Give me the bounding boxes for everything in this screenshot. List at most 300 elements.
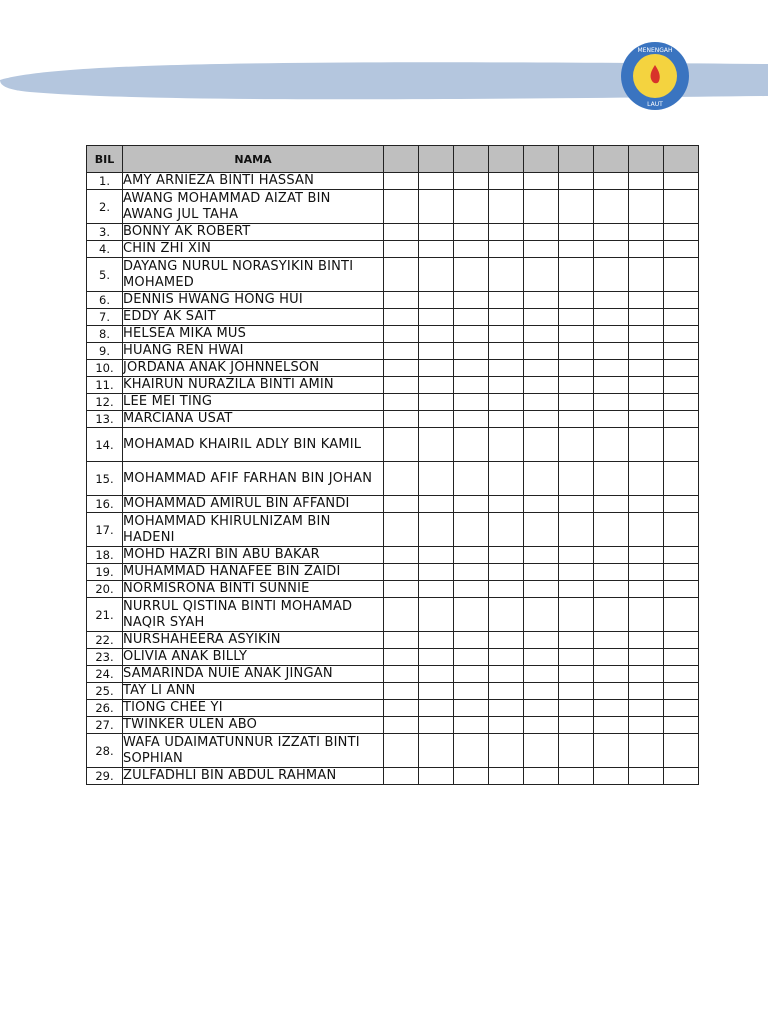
student-name: SAMARINDA NUIE ANAK JINGAN: [123, 666, 384, 683]
mark-cell[interactable]: [629, 768, 664, 785]
mark-cell[interactable]: [489, 768, 524, 785]
mark-cell[interactable]: [594, 241, 629, 258]
mark-cell[interactable]: [489, 360, 524, 377]
mark-cell[interactable]: [594, 547, 629, 564]
mark-cell[interactable]: [664, 717, 699, 734]
row-number: 19.: [87, 564, 123, 581]
mark-cell[interactable]: [419, 309, 454, 326]
mark-cell[interactable]: [629, 666, 664, 683]
mark-cell[interactable]: [594, 462, 629, 496]
mark-cell[interactable]: [384, 768, 419, 785]
mark-cell[interactable]: [524, 462, 559, 496]
mark-cell[interactable]: [419, 241, 454, 258]
mark-cell[interactable]: [454, 224, 489, 241]
mark-cell[interactable]: [524, 717, 559, 734]
mark-cell[interactable]: [629, 564, 664, 581]
student-name: HUANG REN HWAI: [123, 343, 384, 360]
mark-cell[interactable]: [384, 462, 419, 496]
mark-cell[interactable]: [664, 190, 699, 224]
mark-cell[interactable]: [594, 700, 629, 717]
mark-cell[interactable]: [419, 513, 454, 547]
mark-cell[interactable]: [664, 343, 699, 360]
mark-cell[interactable]: [559, 768, 594, 785]
mark-cell[interactable]: [524, 258, 559, 292]
mark-cell[interactable]: [664, 598, 699, 632]
table-header-row: [87, 146, 699, 173]
mark-cell[interactable]: [489, 326, 524, 343]
student-name: AWANG MOHAMMAD AIZAT BIN AWANG JUL TAHA: [123, 190, 384, 224]
mark-cell[interactable]: [419, 360, 454, 377]
mark-cell[interactable]: [559, 377, 594, 394]
mark-cell[interactable]: [489, 496, 524, 513]
mark-cell[interactable]: [524, 394, 559, 411]
mark-cell[interactable]: [489, 700, 524, 717]
mark-cell[interactable]: [489, 411, 524, 428]
mark-cell[interactable]: [664, 394, 699, 411]
row-number: 21.: [87, 598, 123, 632]
mark-cell[interactable]: [489, 632, 524, 649]
mark-cell[interactable]: [559, 581, 594, 598]
mark-cell[interactable]: [384, 734, 419, 768]
mark-cell[interactable]: [629, 360, 664, 377]
mark-cell[interactable]: [454, 377, 489, 394]
mark-cell[interactable]: [664, 666, 699, 683]
mark-cell[interactable]: [629, 343, 664, 360]
mark-cell[interactable]: [454, 343, 489, 360]
table-row: [87, 734, 699, 768]
mark-cell[interactable]: [454, 734, 489, 768]
mark-cell[interactable]: [559, 173, 594, 190]
mark-cell[interactable]: [384, 343, 419, 360]
mark-cell[interactable]: [454, 190, 489, 224]
mark-cell[interactable]: [384, 683, 419, 700]
mark-cell[interactable]: [384, 581, 419, 598]
mark-cell[interactable]: [524, 377, 559, 394]
mark-cell[interactable]: [419, 666, 454, 683]
mark-cell[interactable]: [629, 683, 664, 700]
mark-cell[interactable]: [384, 700, 419, 717]
row-number: 29.: [87, 768, 123, 785]
mark-cell[interactable]: [629, 224, 664, 241]
mark-cell[interactable]: [664, 241, 699, 258]
mark-cell[interactable]: [454, 326, 489, 343]
mark-cell[interactable]: [419, 632, 454, 649]
mark-cell[interactable]: [489, 394, 524, 411]
mark-cell[interactable]: [489, 258, 524, 292]
row-number: 12.: [87, 394, 123, 411]
mark-cell[interactable]: [524, 581, 559, 598]
mark-cell[interactable]: [594, 309, 629, 326]
mark-cell[interactable]: [384, 547, 419, 564]
table-row: [87, 717, 699, 734]
mark-cell[interactable]: [524, 683, 559, 700]
mark-cell[interactable]: [524, 700, 559, 717]
mark-cell[interactable]: [384, 326, 419, 343]
mark-cell[interactable]: [524, 241, 559, 258]
mark-cell[interactable]: [664, 360, 699, 377]
mark-cell[interactable]: [559, 241, 594, 258]
row-number: 6.: [87, 292, 123, 309]
mark-cell[interactable]: [489, 649, 524, 666]
mark-cell[interactable]: [524, 513, 559, 547]
mark-cell[interactable]: [419, 462, 454, 496]
column-header-nama: NAMA: [123, 146, 384, 173]
column-header-mark: [524, 146, 559, 173]
mark-cell[interactable]: [594, 326, 629, 343]
mark-cell[interactable]: [419, 683, 454, 700]
mark-cell[interactable]: [524, 411, 559, 428]
mark-cell[interactable]: [454, 173, 489, 190]
mark-cell[interactable]: [594, 496, 629, 513]
mark-cell[interactable]: [384, 190, 419, 224]
mark-cell[interactable]: [629, 462, 664, 496]
mark-cell[interactable]: [454, 683, 489, 700]
mark-cell[interactable]: [594, 564, 629, 581]
mark-cell[interactable]: [594, 683, 629, 700]
mark-cell[interactable]: [629, 258, 664, 292]
mark-cell[interactable]: [524, 428, 559, 462]
mark-cell[interactable]: [629, 377, 664, 394]
mark-cell[interactable]: [664, 224, 699, 241]
mark-cell[interactable]: [559, 683, 594, 700]
mark-cell[interactable]: [594, 411, 629, 428]
mark-cell[interactable]: [419, 173, 454, 190]
mark-cell[interactable]: [629, 632, 664, 649]
mark-cell[interactable]: [454, 632, 489, 649]
student-name: OLIVIA ANAK BILLY: [123, 649, 384, 666]
mark-cell[interactable]: [489, 309, 524, 326]
mark-cell[interactable]: [454, 513, 489, 547]
table-row: [87, 326, 699, 343]
mark-cell[interactable]: [559, 343, 594, 360]
mark-cell[interactable]: [559, 717, 594, 734]
mark-cell[interactable]: [629, 598, 664, 632]
mark-cell[interactable]: [559, 564, 594, 581]
mark-cell[interactable]: [454, 666, 489, 683]
mark-cell[interactable]: [664, 632, 699, 649]
mark-cell[interactable]: [419, 649, 454, 666]
mark-cell[interactable]: [384, 377, 419, 394]
mark-cell[interactable]: [384, 309, 419, 326]
table-row: [87, 581, 699, 598]
mark-cell[interactable]: [559, 513, 594, 547]
mark-cell[interactable]: [594, 632, 629, 649]
table-row: [87, 190, 699, 224]
mark-cell[interactable]: [384, 394, 419, 411]
mark-cell[interactable]: [559, 496, 594, 513]
mark-cell[interactable]: [524, 649, 559, 666]
table-row: [87, 309, 699, 326]
student-name: DAYANG NURUL NORASYIKIN BINTI MOHAMED: [123, 258, 384, 292]
mark-cell[interactable]: [419, 190, 454, 224]
mark-cell[interactable]: [489, 462, 524, 496]
mark-cell[interactable]: [419, 428, 454, 462]
mark-cell[interactable]: [419, 581, 454, 598]
mark-cell[interactable]: [384, 649, 419, 666]
table-row: [87, 292, 699, 309]
mark-cell[interactable]: [524, 547, 559, 564]
mark-cell[interactable]: [524, 564, 559, 581]
mark-cell[interactable]: [629, 513, 664, 547]
mark-cell[interactable]: [664, 547, 699, 564]
mark-cell[interactable]: [594, 768, 629, 785]
row-number: 15.: [87, 462, 123, 496]
mark-cell[interactable]: [454, 241, 489, 258]
mark-cell[interactable]: [559, 734, 594, 768]
mark-cell[interactable]: [454, 462, 489, 496]
mark-cell[interactable]: [384, 411, 419, 428]
mark-cell[interactable]: [664, 564, 699, 581]
column-header-mark: [664, 146, 699, 173]
mark-cell[interactable]: [664, 258, 699, 292]
mark-cell[interactable]: [559, 462, 594, 496]
table-row: [87, 462, 699, 496]
mark-cell[interactable]: [629, 700, 664, 717]
mark-cell[interactable]: [384, 241, 419, 258]
student-name: MOHAMMAD AMIRUL BIN AFFANDI: [123, 496, 384, 513]
mark-cell[interactable]: [384, 564, 419, 581]
mark-cell[interactable]: [489, 547, 524, 564]
mark-cell[interactable]: [524, 190, 559, 224]
mark-cell[interactable]: [629, 581, 664, 598]
mark-cell[interactable]: [629, 190, 664, 224]
mark-cell[interactable]: [629, 394, 664, 411]
mark-cell[interactable]: [559, 224, 594, 241]
mark-cell[interactable]: [664, 292, 699, 309]
mark-cell[interactable]: [454, 496, 489, 513]
mark-cell[interactable]: [629, 547, 664, 564]
mark-cell[interactable]: [629, 734, 664, 768]
mark-cell[interactable]: [384, 428, 419, 462]
mark-cell[interactable]: [664, 428, 699, 462]
mark-cell[interactable]: [664, 309, 699, 326]
student-name: MOHAMAD KHAIRIL ADLY BIN KAMIL: [123, 428, 384, 462]
table-row: [87, 428, 699, 462]
mark-cell[interactable]: [664, 462, 699, 496]
mark-cell[interactable]: [524, 768, 559, 785]
student-name: KHAIRUN NURAZILA BINTI AMIN: [123, 377, 384, 394]
mark-cell[interactable]: [489, 564, 524, 581]
mark-cell[interactable]: [419, 258, 454, 292]
mark-cell[interactable]: [454, 564, 489, 581]
mark-cell[interactable]: [419, 734, 454, 768]
mark-cell[interactable]: [559, 700, 594, 717]
mark-cell[interactable]: [594, 377, 629, 394]
mark-cell[interactable]: [629, 326, 664, 343]
student-name: MOHAMMAD AFIF FARHAN BIN JOHAN: [123, 462, 384, 496]
mark-cell[interactable]: [489, 683, 524, 700]
mark-cell[interactable]: [594, 190, 629, 224]
mark-cell[interactable]: [489, 292, 524, 309]
mark-cell[interactable]: [419, 598, 454, 632]
mark-cell[interactable]: [384, 258, 419, 292]
mark-cell[interactable]: [594, 598, 629, 632]
mark-cell[interactable]: [524, 666, 559, 683]
mark-cell[interactable]: [559, 360, 594, 377]
mark-cell[interactable]: [454, 394, 489, 411]
mark-cell[interactable]: [454, 547, 489, 564]
mark-cell[interactable]: [454, 598, 489, 632]
mark-cell[interactable]: [489, 513, 524, 547]
mark-cell[interactable]: [384, 496, 419, 513]
mark-cell[interactable]: [524, 326, 559, 343]
mark-cell[interactable]: [559, 190, 594, 224]
mark-cell[interactable]: [629, 241, 664, 258]
student-name: AMY ARNIEZA BINTI HASSAN: [123, 173, 384, 190]
mark-cell[interactable]: [629, 496, 664, 513]
mark-cell[interactable]: [629, 717, 664, 734]
mark-cell[interactable]: [594, 173, 629, 190]
mark-cell[interactable]: [384, 224, 419, 241]
mark-cell[interactable]: [419, 496, 454, 513]
mark-cell[interactable]: [559, 309, 594, 326]
mark-cell[interactable]: [419, 547, 454, 564]
mark-cell[interactable]: [454, 428, 489, 462]
mark-cell[interactable]: [524, 343, 559, 360]
mark-cell[interactable]: [454, 700, 489, 717]
mark-cell[interactable]: [384, 632, 419, 649]
mark-cell[interactable]: [489, 241, 524, 258]
mark-cell[interactable]: [419, 700, 454, 717]
mark-cell[interactable]: [419, 564, 454, 581]
mark-cell[interactable]: [384, 173, 419, 190]
mark-cell[interactable]: [594, 717, 629, 734]
mark-cell[interactable]: [594, 258, 629, 292]
mark-cell[interactable]: [664, 581, 699, 598]
mark-cell[interactable]: [559, 428, 594, 462]
mark-cell[interactable]: [559, 666, 594, 683]
mark-cell[interactable]: [594, 649, 629, 666]
mark-cell[interactable]: [489, 717, 524, 734]
student-name: HELSEA MIKA MUS: [123, 326, 384, 343]
mark-cell[interactable]: [454, 649, 489, 666]
mark-cell[interactable]: [384, 360, 419, 377]
mark-cell[interactable]: [454, 309, 489, 326]
mark-cell[interactable]: [489, 377, 524, 394]
mark-cell[interactable]: [419, 377, 454, 394]
table-row: [87, 666, 699, 683]
mark-cell[interactable]: [664, 734, 699, 768]
mark-cell[interactable]: [559, 649, 594, 666]
mark-cell[interactable]: [384, 598, 419, 632]
mark-cell[interactable]: [664, 700, 699, 717]
mark-cell[interactable]: [454, 768, 489, 785]
mark-cell[interactable]: [594, 734, 629, 768]
table-row: [87, 224, 699, 241]
row-number: 8.: [87, 326, 123, 343]
mark-cell[interactable]: [454, 717, 489, 734]
row-number: 16.: [87, 496, 123, 513]
mark-cell[interactable]: [489, 428, 524, 462]
mark-cell[interactable]: [664, 649, 699, 666]
mark-cell[interactable]: [664, 326, 699, 343]
mark-cell[interactable]: [559, 598, 594, 632]
mark-cell[interactable]: [664, 411, 699, 428]
mark-cell[interactable]: [664, 513, 699, 547]
mark-cell[interactable]: [489, 734, 524, 768]
mark-cell[interactable]: [419, 292, 454, 309]
mark-cell[interactable]: [594, 343, 629, 360]
mark-cell[interactable]: [489, 666, 524, 683]
mark-cell[interactable]: [594, 581, 629, 598]
mark-cell[interactable]: [524, 292, 559, 309]
mark-cell[interactable]: [419, 394, 454, 411]
mark-cell[interactable]: [629, 173, 664, 190]
mark-cell[interactable]: [594, 360, 629, 377]
student-roster-table: [86, 145, 699, 785]
mark-cell[interactable]: [454, 581, 489, 598]
mark-cell[interactable]: [524, 734, 559, 768]
mark-cell[interactable]: [664, 683, 699, 700]
mark-cell[interactable]: [524, 598, 559, 632]
mark-cell[interactable]: [489, 224, 524, 241]
mark-cell[interactable]: [524, 360, 559, 377]
student-name: TWINKER ULEN ABO: [123, 717, 384, 734]
mark-cell[interactable]: [664, 377, 699, 394]
mark-cell[interactable]: [419, 326, 454, 343]
mark-cell[interactable]: [384, 666, 419, 683]
mark-cell[interactable]: [419, 717, 454, 734]
mark-cell[interactable]: [629, 411, 664, 428]
mark-cell[interactable]: [594, 513, 629, 547]
mark-cell[interactable]: [524, 173, 559, 190]
mark-cell[interactable]: [419, 411, 454, 428]
mark-cell[interactable]: [524, 496, 559, 513]
mark-cell[interactable]: [629, 428, 664, 462]
mark-cell[interactable]: [629, 309, 664, 326]
mark-cell[interactable]: [489, 173, 524, 190]
mark-cell[interactable]: [559, 326, 594, 343]
mark-cell[interactable]: [454, 292, 489, 309]
mark-cell[interactable]: [559, 632, 594, 649]
mark-cell[interactable]: [559, 292, 594, 309]
row-number: 26.: [87, 700, 123, 717]
mark-cell[interactable]: [594, 428, 629, 462]
mark-cell[interactable]: [384, 717, 419, 734]
mark-cell[interactable]: [454, 411, 489, 428]
mark-cell[interactable]: [664, 173, 699, 190]
mark-cell[interactable]: [664, 496, 699, 513]
mark-cell[interactable]: [489, 343, 524, 360]
mark-cell[interactable]: [489, 598, 524, 632]
mark-cell[interactable]: [594, 224, 629, 241]
mark-cell[interactable]: [629, 649, 664, 666]
mark-cell[interactable]: [559, 258, 594, 292]
mark-cell[interactable]: [419, 224, 454, 241]
mark-cell[interactable]: [524, 632, 559, 649]
mark-cell[interactable]: [384, 513, 419, 547]
mark-cell[interactable]: [594, 292, 629, 309]
mark-cell[interactable]: [419, 768, 454, 785]
mark-cell[interactable]: [454, 360, 489, 377]
table-row: [87, 564, 699, 581]
mark-cell[interactable]: [559, 394, 594, 411]
mark-cell[interactable]: [524, 224, 559, 241]
column-header-mark: [489, 146, 524, 173]
mark-cell[interactable]: [384, 292, 419, 309]
mark-cell[interactable]: [594, 666, 629, 683]
mark-cell[interactable]: [559, 411, 594, 428]
mark-cell[interactable]: [594, 394, 629, 411]
mark-cell[interactable]: [559, 547, 594, 564]
mark-cell[interactable]: [419, 343, 454, 360]
mark-cell[interactable]: [629, 292, 664, 309]
mark-cell[interactable]: [524, 309, 559, 326]
mark-cell[interactable]: [454, 258, 489, 292]
mark-cell[interactable]: [489, 581, 524, 598]
mark-cell[interactable]: [489, 190, 524, 224]
mark-cell[interactable]: [664, 768, 699, 785]
